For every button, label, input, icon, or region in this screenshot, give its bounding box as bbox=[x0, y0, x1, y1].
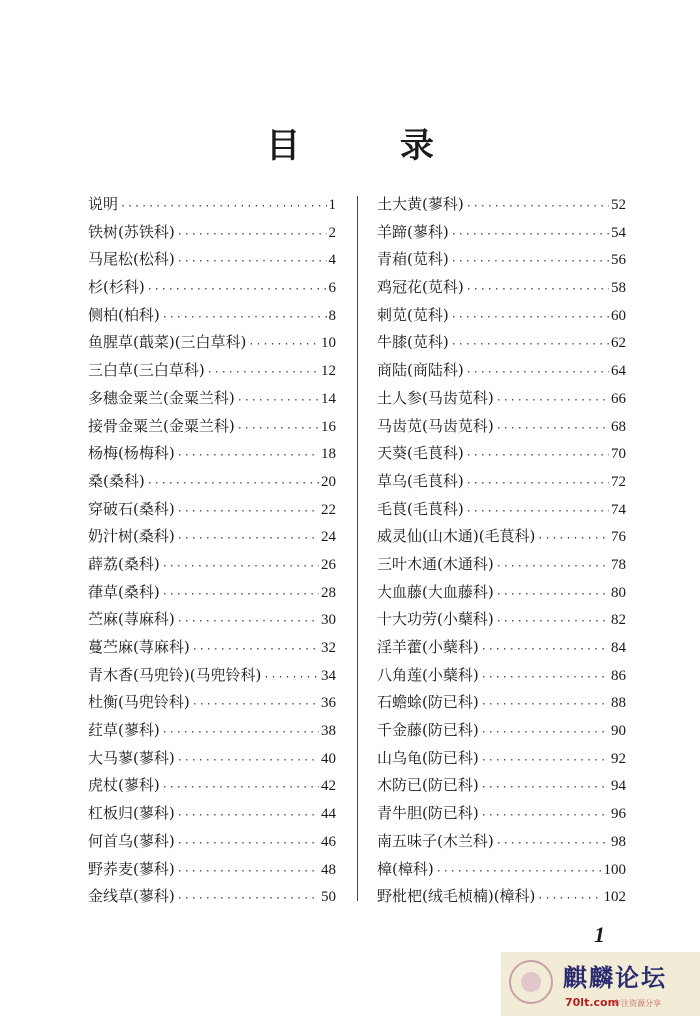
toc-entry bbox=[377, 248, 626, 276]
toc-entry-page: 26 bbox=[321, 556, 336, 573]
toc-entry bbox=[88, 719, 336, 747]
toc-entry bbox=[88, 525, 336, 553]
toc-entry bbox=[88, 221, 336, 249]
toc-entry-page: 14 bbox=[321, 390, 336, 407]
toc-right-column bbox=[377, 193, 626, 913]
dot-leader bbox=[237, 423, 319, 434]
toc-entry-title: 虎杖(蓼科) bbox=[88, 776, 160, 795]
toc-entry bbox=[377, 193, 626, 221]
dot-leader bbox=[177, 893, 319, 904]
dot-leader bbox=[237, 395, 319, 406]
toc-entry-title: 刺苋(苋科) bbox=[377, 305, 449, 324]
toc-entry bbox=[377, 276, 626, 304]
dot-leader bbox=[481, 672, 609, 683]
dot-leader bbox=[466, 450, 609, 461]
dot-leader bbox=[451, 339, 609, 350]
forum-watermark bbox=[501, 952, 700, 1016]
toc-entry bbox=[377, 359, 626, 387]
toc-entry bbox=[377, 387, 626, 415]
toc-entry-page: 96 bbox=[611, 806, 626, 823]
toc-entry-title: 八角莲(小蘖科) bbox=[377, 665, 479, 684]
toc-entry-page: 72 bbox=[611, 473, 626, 490]
toc-entry-page: 70 bbox=[611, 446, 626, 463]
dot-leader bbox=[177, 866, 319, 877]
toc-entry bbox=[88, 442, 336, 470]
toc-entry bbox=[88, 470, 336, 498]
toc-entry bbox=[88, 691, 336, 719]
toc-entry bbox=[377, 304, 626, 332]
toc-entry-page: 94 bbox=[611, 778, 626, 795]
toc-entry-title: 杨梅(杨梅科) bbox=[88, 444, 175, 463]
toc-entry-title: 苎麻(荨麻科) bbox=[88, 610, 175, 629]
dot-leader bbox=[496, 423, 609, 434]
toc-entry-title: 樟(樟科) bbox=[377, 859, 434, 878]
dot-leader bbox=[481, 810, 609, 821]
dot-leader bbox=[162, 727, 319, 738]
dot-leader bbox=[466, 284, 609, 295]
toc-entry-page: 18 bbox=[321, 446, 336, 463]
toc-entry-page: 88 bbox=[611, 695, 626, 712]
toc-entry-page: 28 bbox=[321, 584, 336, 601]
toc-entry-title: 千金藤(防已科) bbox=[377, 721, 479, 740]
toc-entry bbox=[377, 608, 626, 636]
toc-entry bbox=[377, 525, 626, 553]
toc-entry-title: 何首乌(蓼科) bbox=[88, 831, 175, 850]
toc-entry bbox=[377, 802, 626, 830]
toc-entry-title: 草乌(毛茛科) bbox=[377, 471, 464, 490]
toc-entry-title: 牛膝(苋科) bbox=[377, 333, 449, 352]
dot-leader bbox=[147, 284, 327, 295]
page-title: 目 录 bbox=[266, 126, 478, 166]
toc-entry-title: 荭草(蓼科) bbox=[88, 721, 160, 740]
toc-entry-page: 52 bbox=[611, 197, 626, 213]
toc-entry-page: 34 bbox=[321, 667, 336, 684]
dot-leader bbox=[177, 755, 319, 766]
toc-entry-page: 12 bbox=[321, 363, 336, 380]
toc-entry-page: 62 bbox=[611, 335, 626, 352]
toc-entry-title: 桑(桑科) bbox=[88, 471, 145, 490]
toc-entry bbox=[88, 830, 336, 858]
toc-entry-title: 金线草(蓼科) bbox=[88, 887, 175, 906]
toc-entry-page: 80 bbox=[611, 584, 626, 601]
dot-leader bbox=[177, 616, 319, 627]
toc-entry-page: 24 bbox=[321, 529, 336, 546]
dot-leader bbox=[537, 893, 601, 904]
toc-entry-page: 44 bbox=[321, 806, 336, 823]
watermark-brand: 麒麟论坛 bbox=[563, 964, 667, 992]
toc-entry-title: 青牛胆(防已科) bbox=[377, 804, 479, 823]
qilin-logo-icon bbox=[509, 960, 553, 1004]
toc-entry bbox=[377, 664, 626, 692]
toc-entry-page: 2 bbox=[328, 224, 336, 241]
toc-entry-title: 南五味子(木兰科) bbox=[377, 831, 494, 850]
toc-entry bbox=[88, 331, 336, 359]
toc-left-column bbox=[88, 193, 336, 913]
toc-entry-title: 毛茛(毛茛科) bbox=[377, 499, 464, 518]
toc-entry-page: 48 bbox=[321, 861, 336, 878]
toc-entry bbox=[377, 498, 626, 526]
dot-leader bbox=[177, 256, 327, 267]
toc-entry bbox=[377, 636, 626, 664]
dot-leader bbox=[147, 478, 319, 489]
toc-entry-page: 82 bbox=[611, 612, 626, 629]
toc-entry bbox=[377, 581, 626, 609]
toc-entry-title: 三叶木通(木通科) bbox=[377, 554, 494, 573]
toc-entry-page: 86 bbox=[611, 667, 626, 684]
toc-entry-title: 青木香(马兜铃)(马兜铃科) bbox=[88, 665, 262, 684]
toc-entry bbox=[88, 636, 336, 664]
toc-entry-page: 102 bbox=[603, 889, 626, 906]
toc-entry-page: 30 bbox=[321, 612, 336, 629]
dot-leader bbox=[481, 644, 609, 655]
toc-entry-title: 威灵仙(山木通)(毛茛科) bbox=[377, 527, 536, 546]
toc-entry bbox=[377, 885, 626, 913]
dot-leader bbox=[537, 533, 609, 544]
toc-entry-title: 土大黄(蓼科) bbox=[377, 195, 464, 213]
toc-entry-page: 98 bbox=[611, 833, 626, 850]
toc-entry-title: 杠板归(蓼科) bbox=[88, 804, 175, 823]
dot-leader bbox=[207, 367, 319, 378]
toc-entry-page: 20 bbox=[321, 473, 336, 490]
toc-entry bbox=[377, 470, 626, 498]
toc-entry-page: 1 bbox=[328, 197, 336, 213]
toc-entry-page: 76 bbox=[611, 529, 626, 546]
toc-entry-title: 奶汁树(桑科) bbox=[88, 527, 175, 546]
toc-entry-page: 90 bbox=[611, 723, 626, 740]
dot-leader bbox=[466, 506, 609, 517]
toc-entry bbox=[88, 276, 336, 304]
dot-leader bbox=[451, 229, 609, 240]
dot-leader bbox=[496, 589, 609, 600]
toc-entry-title: 杉(杉科) bbox=[88, 278, 145, 297]
dot-leader bbox=[436, 866, 602, 877]
toc-entry-title: 大马蓼(蓼科) bbox=[88, 748, 175, 767]
column-divider bbox=[357, 196, 358, 901]
toc-entry bbox=[377, 415, 626, 443]
dot-leader bbox=[162, 561, 319, 572]
dot-leader bbox=[451, 312, 609, 323]
dot-leader bbox=[162, 782, 319, 793]
toc-entry-title: 三白草(三白草科) bbox=[88, 361, 205, 380]
toc-entry-title: 穿破石(桑科) bbox=[88, 499, 175, 518]
toc-entry bbox=[377, 830, 626, 858]
toc-entry-title: 大血藤(大血藤科) bbox=[377, 582, 494, 601]
toc-entry-title: 薜荔(桑科) bbox=[88, 554, 160, 573]
dot-leader bbox=[177, 838, 319, 849]
dot-leader bbox=[466, 367, 609, 378]
dot-leader bbox=[496, 395, 609, 406]
toc-entry bbox=[88, 774, 336, 802]
toc-entry-page: 100 bbox=[603, 861, 626, 878]
toc-entry-title: 天葵(毛茛科) bbox=[377, 444, 464, 463]
toc-entry-page: 74 bbox=[611, 501, 626, 518]
toc-entry bbox=[88, 304, 336, 332]
toc-entry-title: 鸡冠花(苋科) bbox=[377, 278, 464, 297]
toc-entry-title: 山乌龟(防已科) bbox=[377, 748, 479, 767]
toc-entry bbox=[377, 774, 626, 802]
toc-entry-title: 石蟾蜍(防已科) bbox=[377, 693, 479, 712]
watermark-tagline: 专注资源分享 bbox=[613, 999, 661, 1008]
dot-leader bbox=[466, 478, 609, 489]
toc-entry bbox=[88, 885, 336, 913]
toc-entry-title: 羊蹄(蓼科) bbox=[377, 222, 449, 241]
dot-leader bbox=[120, 201, 326, 212]
toc-entry bbox=[88, 498, 336, 526]
toc-entry-page: 36 bbox=[321, 695, 336, 712]
dot-leader bbox=[192, 699, 319, 710]
dot-leader bbox=[466, 201, 609, 212]
toc-entry-title: 杜衡(马兜铃科) bbox=[88, 693, 190, 712]
dot-leader bbox=[451, 256, 609, 267]
toc-entry-page: 54 bbox=[611, 224, 626, 241]
toc-entry bbox=[88, 802, 336, 830]
toc-entry-page: 50 bbox=[321, 889, 336, 906]
toc-entry-title: 商陆(商陆科) bbox=[377, 361, 464, 380]
toc-entry bbox=[377, 553, 626, 581]
toc-entry-page: 56 bbox=[611, 252, 626, 269]
dot-leader bbox=[481, 699, 609, 710]
toc-entry-page: 68 bbox=[611, 418, 626, 435]
dot-leader bbox=[481, 727, 609, 738]
toc-entry-title: 葎草(桑科) bbox=[88, 582, 160, 601]
toc-entry bbox=[88, 581, 336, 609]
toc-entry-title: 马尾松(松科) bbox=[88, 250, 175, 269]
toc-entry-page: 42 bbox=[321, 778, 336, 795]
toc-entry-page: 4 bbox=[328, 252, 336, 269]
toc-entry bbox=[377, 719, 626, 747]
toc-entry bbox=[377, 691, 626, 719]
toc-entry-title: 蔓苎麻(荨麻科) bbox=[88, 638, 190, 656]
dot-leader bbox=[248, 339, 319, 350]
toc-entry bbox=[88, 553, 336, 581]
toc-entry-page: 38 bbox=[321, 723, 336, 740]
toc-entry-title: 多穗金粟兰(金粟兰科) bbox=[88, 388, 235, 407]
toc-entry bbox=[88, 858, 336, 886]
toc-entry bbox=[88, 747, 336, 775]
toc-entry bbox=[377, 747, 626, 775]
dot-leader bbox=[177, 506, 319, 517]
toc-entry-title: 野枇杷(绒毛桢楠)(樟科) bbox=[377, 887, 536, 906]
dot-leader bbox=[177, 810, 319, 821]
toc-entry-page: 64 bbox=[611, 363, 626, 380]
toc-entry bbox=[377, 221, 626, 249]
toc-entry-page: 60 bbox=[611, 307, 626, 324]
dot-leader bbox=[162, 589, 319, 600]
toc-entry-page: 6 bbox=[328, 280, 336, 297]
toc-entry-page: 78 bbox=[611, 556, 626, 573]
toc-entry-title: 十大功劳(小蘖科) bbox=[377, 610, 494, 629]
dot-leader bbox=[496, 838, 609, 849]
toc-entry-page: 84 bbox=[611, 640, 626, 656]
toc-entry bbox=[88, 387, 336, 415]
toc-entry-title: 说明 bbox=[88, 195, 119, 213]
toc-entry bbox=[88, 608, 336, 636]
toc-entry bbox=[88, 359, 336, 387]
dot-leader bbox=[481, 782, 609, 793]
toc-entry-page: 22 bbox=[321, 501, 336, 518]
toc-entry bbox=[377, 331, 626, 359]
toc-entry-page: 58 bbox=[611, 280, 626, 297]
dot-leader bbox=[496, 616, 609, 627]
toc-entry-title: 接骨金粟兰(金粟兰科) bbox=[88, 416, 235, 435]
toc-entry-page: 16 bbox=[321, 418, 336, 435]
dot-leader bbox=[496, 561, 609, 572]
dot-leader bbox=[177, 229, 327, 240]
toc-entry-page: 8 bbox=[328, 307, 336, 324]
toc-entry bbox=[88, 664, 336, 692]
toc-entry bbox=[377, 858, 626, 886]
watermark-site: 70lt.com bbox=[565, 996, 620, 1009]
toc-entry bbox=[88, 193, 336, 221]
dot-leader bbox=[177, 533, 319, 544]
toc-entry bbox=[88, 248, 336, 276]
page-number: 1 bbox=[594, 922, 605, 947]
toc-entry-title: 野荞麦(蓼科) bbox=[88, 859, 175, 878]
toc-entry-title: 侧柏(柏科) bbox=[88, 305, 160, 324]
toc-entry bbox=[88, 415, 336, 443]
toc-entry-page: 40 bbox=[321, 750, 336, 767]
dot-leader bbox=[192, 644, 319, 655]
dot-leader bbox=[263, 672, 319, 683]
toc-entry bbox=[377, 442, 626, 470]
toc-entry-title: 木防已(防已科) bbox=[377, 776, 479, 795]
toc-entry-page: 46 bbox=[321, 833, 336, 850]
dot-leader bbox=[162, 312, 327, 323]
dot-leader bbox=[481, 755, 609, 766]
toc-entry-page: 92 bbox=[611, 750, 626, 767]
toc-entry-title: 鱼腥草(蕺菜)(三白草科) bbox=[88, 333, 247, 352]
toc-entry-page: 66 bbox=[611, 390, 626, 407]
toc-entry-title: 马齿苋(马齿苋科) bbox=[377, 416, 494, 435]
toc-entry-page: 10 bbox=[321, 335, 336, 352]
dot-leader bbox=[177, 450, 319, 461]
toc-entry-page: 32 bbox=[321, 640, 336, 656]
toc-entry-title: 青葙(苋科) bbox=[377, 250, 449, 269]
toc-entry-title: 淫羊藿(小蘖科) bbox=[377, 638, 479, 656]
toc-entry-title: 铁树(苏铁科) bbox=[88, 222, 175, 241]
toc-entry-title: 土人参(马齿苋科) bbox=[377, 388, 494, 407]
